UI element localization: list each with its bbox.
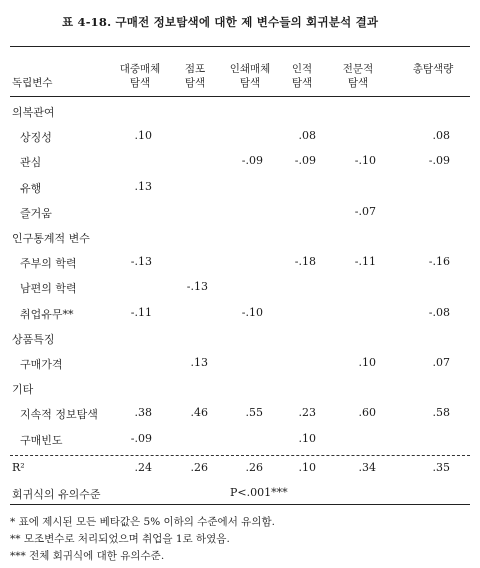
cell-expert: -.10 bbox=[354, 154, 376, 168]
cell-total: .07 bbox=[432, 356, 450, 369]
table-row bbox=[0, 180, 480, 198]
r2-print-media: .26 bbox=[245, 461, 263, 474]
cell-print-media: .55 bbox=[245, 406, 263, 420]
top-rule bbox=[10, 46, 470, 47]
r2-total: .35 bbox=[432, 461, 450, 474]
header-mass-media-line2: 탐색 bbox=[129, 77, 151, 89]
table-row bbox=[0, 306, 480, 324]
group-header-row bbox=[0, 331, 480, 349]
cell-print-media: -.09 bbox=[241, 154, 263, 168]
cell-total: .58 bbox=[432, 406, 450, 420]
header-expert-line2: 탐색 bbox=[347, 77, 369, 89]
table-row bbox=[0, 432, 480, 450]
variable-label: 남편의 학력 bbox=[20, 282, 77, 296]
group-label: 의복관여 bbox=[12, 106, 55, 119]
header-store-line1: 점포 bbox=[184, 63, 206, 75]
cell-store: -.13 bbox=[186, 280, 208, 294]
header-store-line2: 탐색 bbox=[184, 77, 206, 89]
cell-expert: .60 bbox=[358, 406, 376, 420]
group-header-row bbox=[0, 381, 480, 399]
group-header-row bbox=[0, 104, 480, 122]
variable-label: 상징성 bbox=[20, 131, 52, 145]
table-row bbox=[0, 255, 480, 273]
bottom-rule bbox=[10, 504, 470, 505]
variable-label: 구매빈도 bbox=[20, 433, 63, 447]
cell-personal: -.09 bbox=[294, 154, 316, 168]
cell-mass-media: .10 bbox=[134, 129, 152, 143]
header-total: 총탐색량 bbox=[412, 63, 454, 75]
header-store bbox=[172, 62, 218, 90]
header-print-media-line2: 탐색 bbox=[239, 77, 261, 89]
cell-expert: -.07 bbox=[354, 204, 376, 218]
footnote-2: ** 모조변수로 처리되었으며 취업을 1로 하였음. bbox=[10, 533, 230, 545]
cell-total: -.16 bbox=[428, 255, 450, 269]
cell-personal: .08 bbox=[298, 129, 316, 143]
significance-row bbox=[0, 486, 480, 504]
cell-mass-media: .38 bbox=[134, 406, 152, 420]
header-personal bbox=[280, 62, 324, 90]
variable-label: 유행 bbox=[20, 181, 42, 195]
header-mass-media-line1: 대중매체 bbox=[119, 63, 161, 75]
table-row bbox=[0, 356, 480, 374]
variable-label: 지속적 정보탐색 bbox=[20, 408, 98, 422]
cell-personal: .10 bbox=[298, 431, 316, 445]
variable-label: 취업유무** bbox=[20, 307, 74, 321]
header-rule bbox=[10, 96, 470, 97]
r2-row bbox=[0, 461, 480, 479]
header-print-media-line1: 인쇄매체 bbox=[229, 63, 271, 75]
cell-mass-media: -.11 bbox=[130, 305, 152, 319]
table-title: 표 4-18. 구매전 정보탐색에 대한 제 변수들의 회귀분석 결과 bbox=[62, 15, 379, 29]
header-mass-media bbox=[110, 62, 170, 90]
cell-total: -.09 bbox=[428, 154, 450, 168]
variable-label: 관심 bbox=[20, 156, 42, 170]
header-expert-line1: 전문적 bbox=[342, 63, 374, 75]
r2-personal: .10 bbox=[298, 461, 316, 474]
footnote-3: *** 전체 회귀식에 대한 유의수준. bbox=[10, 550, 165, 562]
cell-personal: -.18 bbox=[294, 255, 316, 269]
group-label: 기타 bbox=[12, 383, 34, 397]
variable-label: 즐거움 bbox=[20, 206, 52, 220]
header-print-media bbox=[220, 62, 280, 90]
cell-expert: -.11 bbox=[354, 255, 376, 269]
cell-expert: .10 bbox=[358, 356, 376, 369]
r2-rule bbox=[10, 455, 470, 456]
footnote-1: * 표에 제시된 모든 베타값은 5% 이하의 수준에서 유의함. bbox=[10, 516, 275, 528]
table-row bbox=[0, 154, 480, 172]
r2-store: .26 bbox=[190, 461, 208, 474]
table-row bbox=[0, 280, 480, 298]
cell-total: .08 bbox=[432, 129, 450, 143]
cell-print-media: -.10 bbox=[241, 305, 263, 319]
variable-label: 구매가격 bbox=[20, 358, 63, 371]
r2-mass-media: .24 bbox=[134, 461, 152, 474]
table-row bbox=[0, 406, 480, 424]
cell-store: .46 bbox=[190, 406, 208, 420]
header-expert bbox=[330, 62, 386, 90]
group-header-row bbox=[0, 230, 480, 248]
header-personal-line2: 탐색 bbox=[291, 77, 313, 89]
cell-personal: .23 bbox=[298, 406, 316, 420]
table-row bbox=[0, 129, 480, 147]
cell-mass-media: -.13 bbox=[130, 255, 152, 269]
variable-label: 주부의 학력 bbox=[20, 257, 77, 271]
cell-mass-media: .13 bbox=[134, 179, 152, 193]
group-label: 인구통계적 변수 bbox=[12, 232, 90, 245]
cell-mass-media: -.09 bbox=[130, 431, 152, 445]
r2-label: R² bbox=[12, 461, 25, 474]
table-row bbox=[0, 205, 480, 223]
cell-total: -.08 bbox=[428, 305, 450, 319]
header-personal-line1: 인적 bbox=[291, 63, 313, 75]
significance-label: 회귀식의 유의수준 bbox=[12, 488, 101, 501]
r2-expert: .34 bbox=[358, 461, 376, 474]
cell-store: .13 bbox=[190, 356, 208, 369]
significance-value: P<.001*** bbox=[230, 486, 288, 499]
header-independent: 독립변수 bbox=[12, 77, 53, 89]
group-label: 상품특징 bbox=[12, 332, 55, 346]
